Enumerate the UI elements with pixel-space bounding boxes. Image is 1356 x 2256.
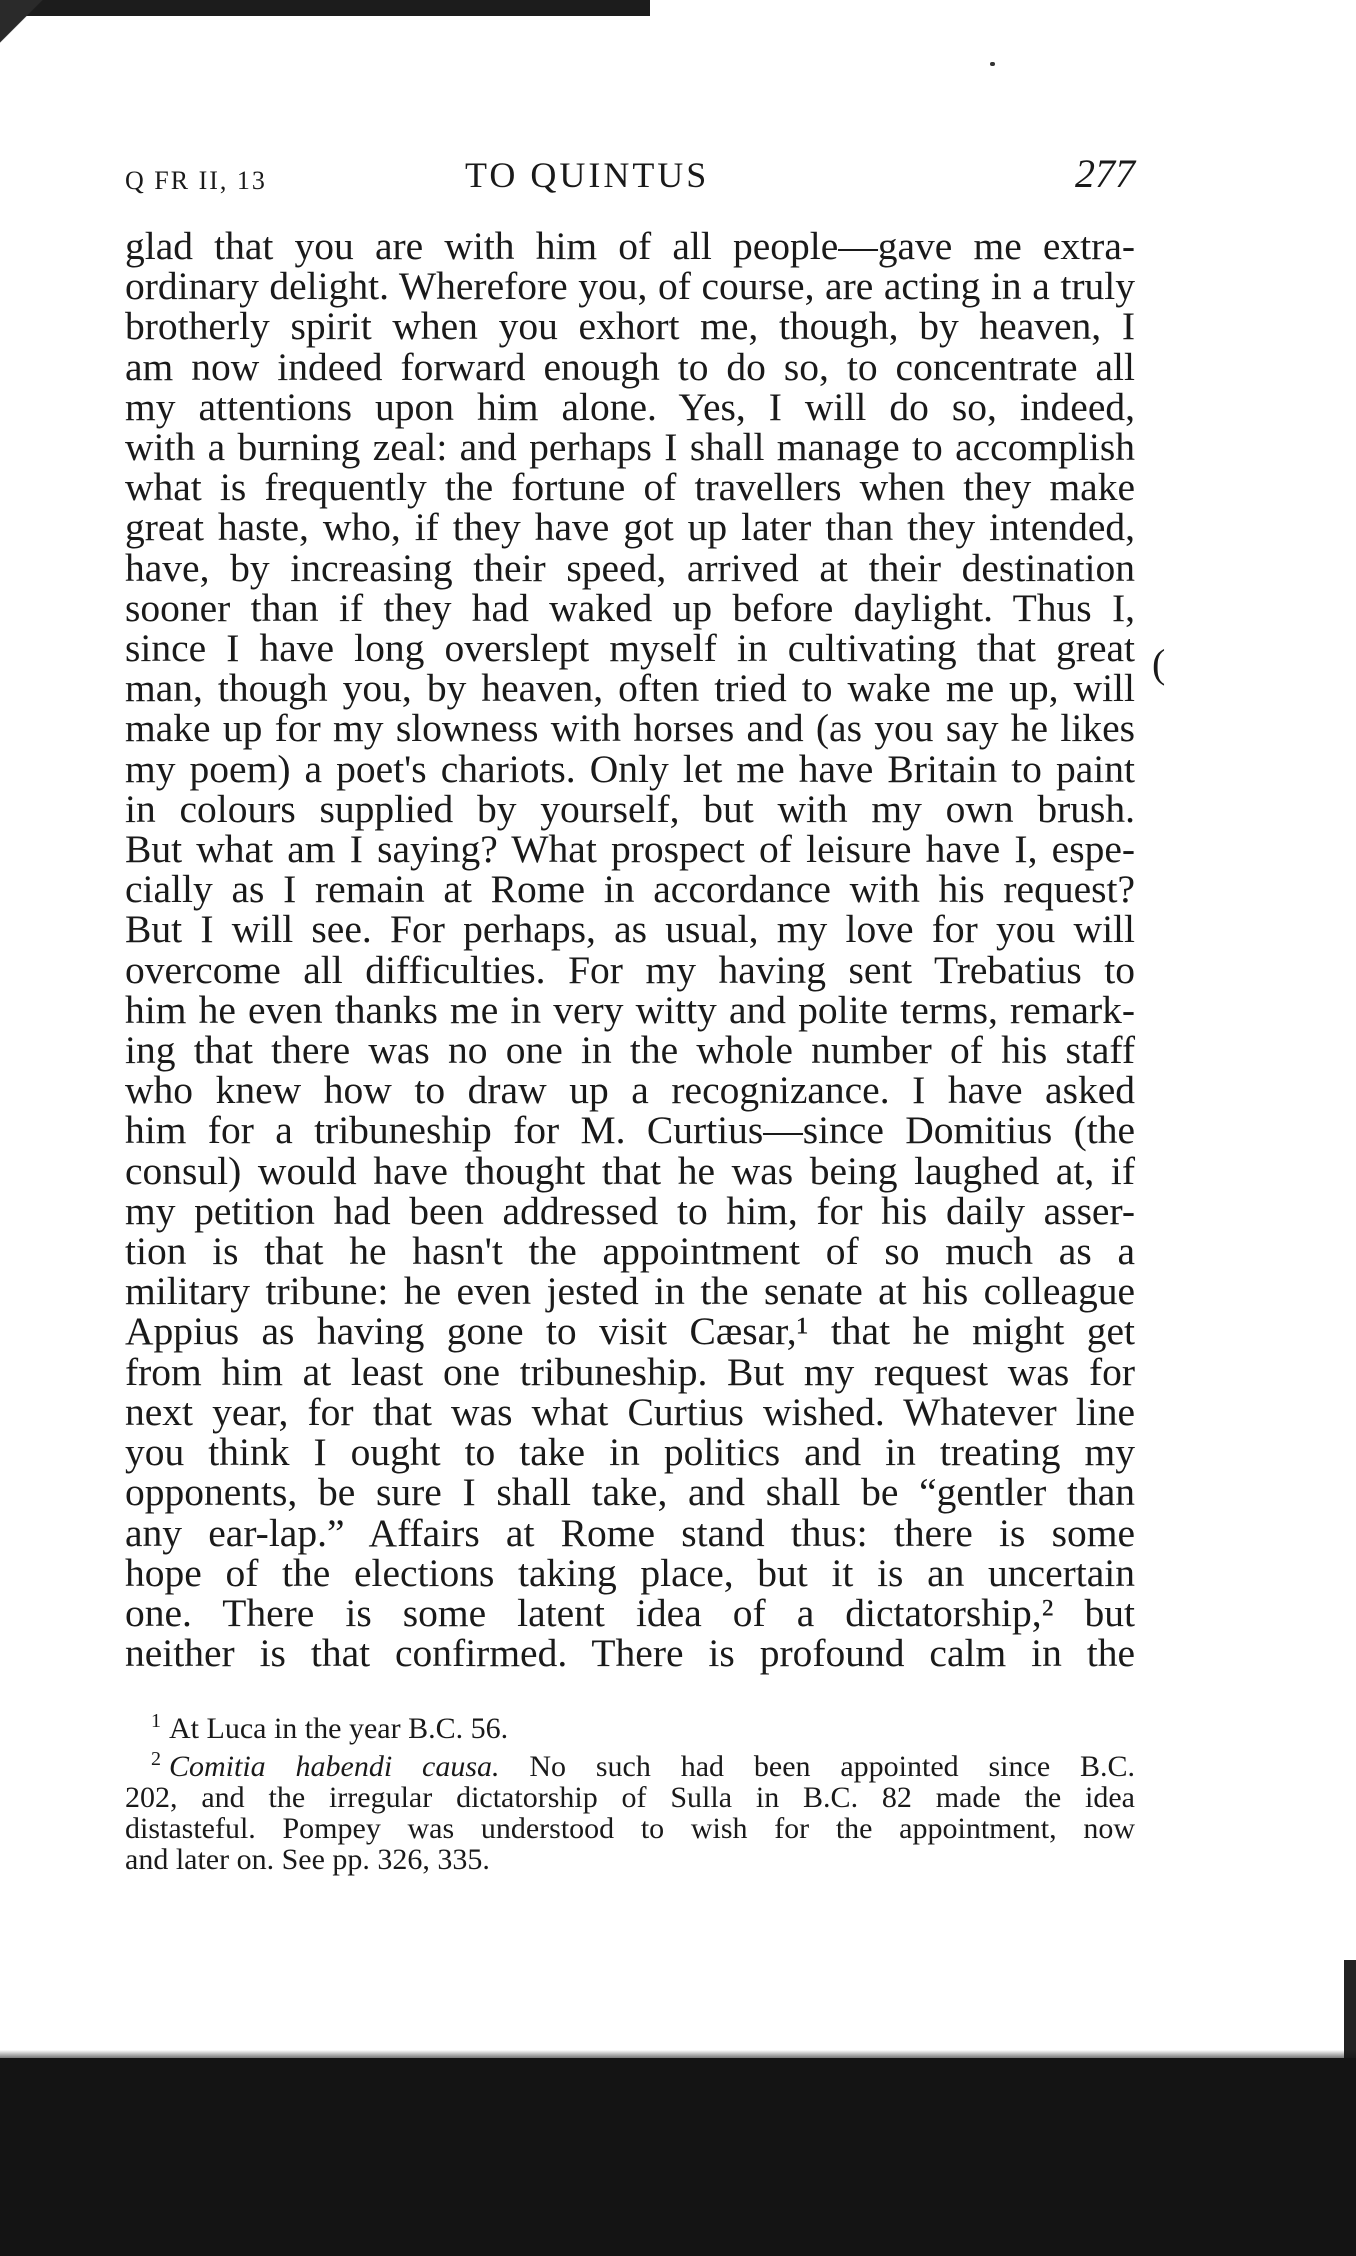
scan-speck	[990, 62, 995, 66]
footnote-text: At Luca in the year B.C. 56.	[169, 1712, 509, 1745]
page-number: 277	[1075, 151, 1135, 196]
text-line: ordinary delight. Wherefore you, of course, are acting in a truly	[125, 264, 1135, 309]
text-line: brotherly spirit when you exhort me, though, by heaven, I	[125, 304, 1135, 349]
page-header	[125, 150, 1135, 200]
body-text	[125, 224, 1135, 1676]
text-line: him he even thanks me in very witty and polite terms, remark-	[125, 987, 1135, 1032]
text-line: opponents, be sure I shall take, and shall be “gentler than	[125, 1470, 1135, 1515]
text-line: sooner than if they had waked up before daylight. Thus I,	[125, 585, 1135, 630]
text-line: glad that you are with him of all people—gave me extra-	[125, 224, 1135, 268]
text-line: next year, for that was what Curtius wished. Whatever line	[125, 1389, 1135, 1434]
margin-bracket-mark: (	[1152, 641, 1166, 686]
text-line: you think I ought to take in politics and in treating my	[125, 1430, 1135, 1475]
text-line: man, though you, by heaven, often tried to wake me up, will	[125, 666, 1135, 711]
scan-bottom-edge	[0, 2058, 1356, 2256]
running-head-title: TO QUINTUS	[465, 155, 710, 195]
text-line: one. There is some latent idea of a dictatorship,² but	[125, 1590, 1135, 1635]
text-line: have, by increasing their speed, arrived at their destination	[125, 545, 1135, 590]
text-line: But I will see. For perhaps, as usual, my love for you will	[125, 907, 1135, 952]
running-head-reference: Q FR II, 13	[125, 166, 267, 195]
footnote-marker: 2	[151, 1748, 161, 1770]
text-line: who knew how to draw up a recognizance. I have asked	[125, 1068, 1135, 1113]
footnote-1	[125, 1706, 1135, 1744]
text-line: ing that there was no one in the whole number of his staff	[125, 1028, 1135, 1073]
footnote-2-line: and later on. See pp. 326, 335.	[125, 1843, 490, 1876]
text-line: tion is that he hasn't the appointment of so much as a	[125, 1229, 1135, 1274]
text-line: since I have long overslept myself in cultivating that great	[125, 626, 1135, 671]
scan-top-edge	[0, 0, 650, 16]
text-line: cially as I remain at Rome in accordance with his request?	[125, 867, 1135, 912]
text-line: my poem) a poet's chariots. Only let me have Britain to paint	[125, 746, 1135, 791]
text-line: what is frequently the fortune of travellers when they make	[125, 465, 1135, 510]
text-line: great haste, who, if they have got up later than they intended,	[125, 505, 1135, 550]
text-line: him for a tribuneship for M. Curtius—since Domitius (the	[125, 1108, 1135, 1153]
text-line: consul) would have thought that he was being laughed at, if	[125, 1148, 1135, 1193]
scan-corner-shadow	[0, 0, 60, 60]
footnote-marker: 1	[151, 1710, 161, 1732]
text-line: any ear-lap.” Affairs at Rome stand thus: there is some	[125, 1510, 1135, 1555]
footnote-2-line: 202, and the irregular dictatorship of Sulla in B.C. 82 made the idea	[125, 1781, 1135, 1814]
text-line: from him at least one tribuneship. But my request was for	[125, 1349, 1135, 1394]
footnote-2	[125, 1744, 1135, 1782]
text-line: am now indeed forward enough to do so, to concentrate all	[125, 344, 1135, 389]
text-line: hope of the elections taking place, but it is an uncertain	[125, 1550, 1135, 1595]
footnote-text: No such had been appointed since B.C.	[529, 1750, 1136, 1783]
text-line: with a burning zeal: and perhaps I shall manage to accomplish	[125, 425, 1135, 470]
footnotes	[125, 1706, 1135, 1875]
text-line: overcome all difficulties. For my having sent Trebatius to	[125, 947, 1135, 992]
footnote-2-line: distasteful. Pompey was understood to wish for the appointment, now	[125, 1812, 1135, 1845]
text-line: neither is that confirmed. There is profound calm in the	[125, 1631, 1135, 1676]
text-line: my petition had been addressed to him, for his daily asser-	[125, 1188, 1135, 1233]
text-line: make up for my slowness with horses and (as you say he likes	[125, 706, 1135, 751]
text-line: my attentions upon him alone. Yes, I will do so, indeed,	[125, 384, 1135, 429]
text-line: in colours supplied by yourself, but with my own brush.	[125, 786, 1135, 831]
text-line: But what am I saying? What prospect of leisure have I, espe-	[125, 827, 1135, 872]
text-line: Appius as having gone to visit Cæsar,¹ that he might get	[125, 1309, 1135, 1354]
text-line: military tribune: he even jested in the senate at his colleague	[125, 1269, 1135, 1314]
footnote-italic-phrase: Comitia habendi causa.	[169, 1750, 500, 1783]
